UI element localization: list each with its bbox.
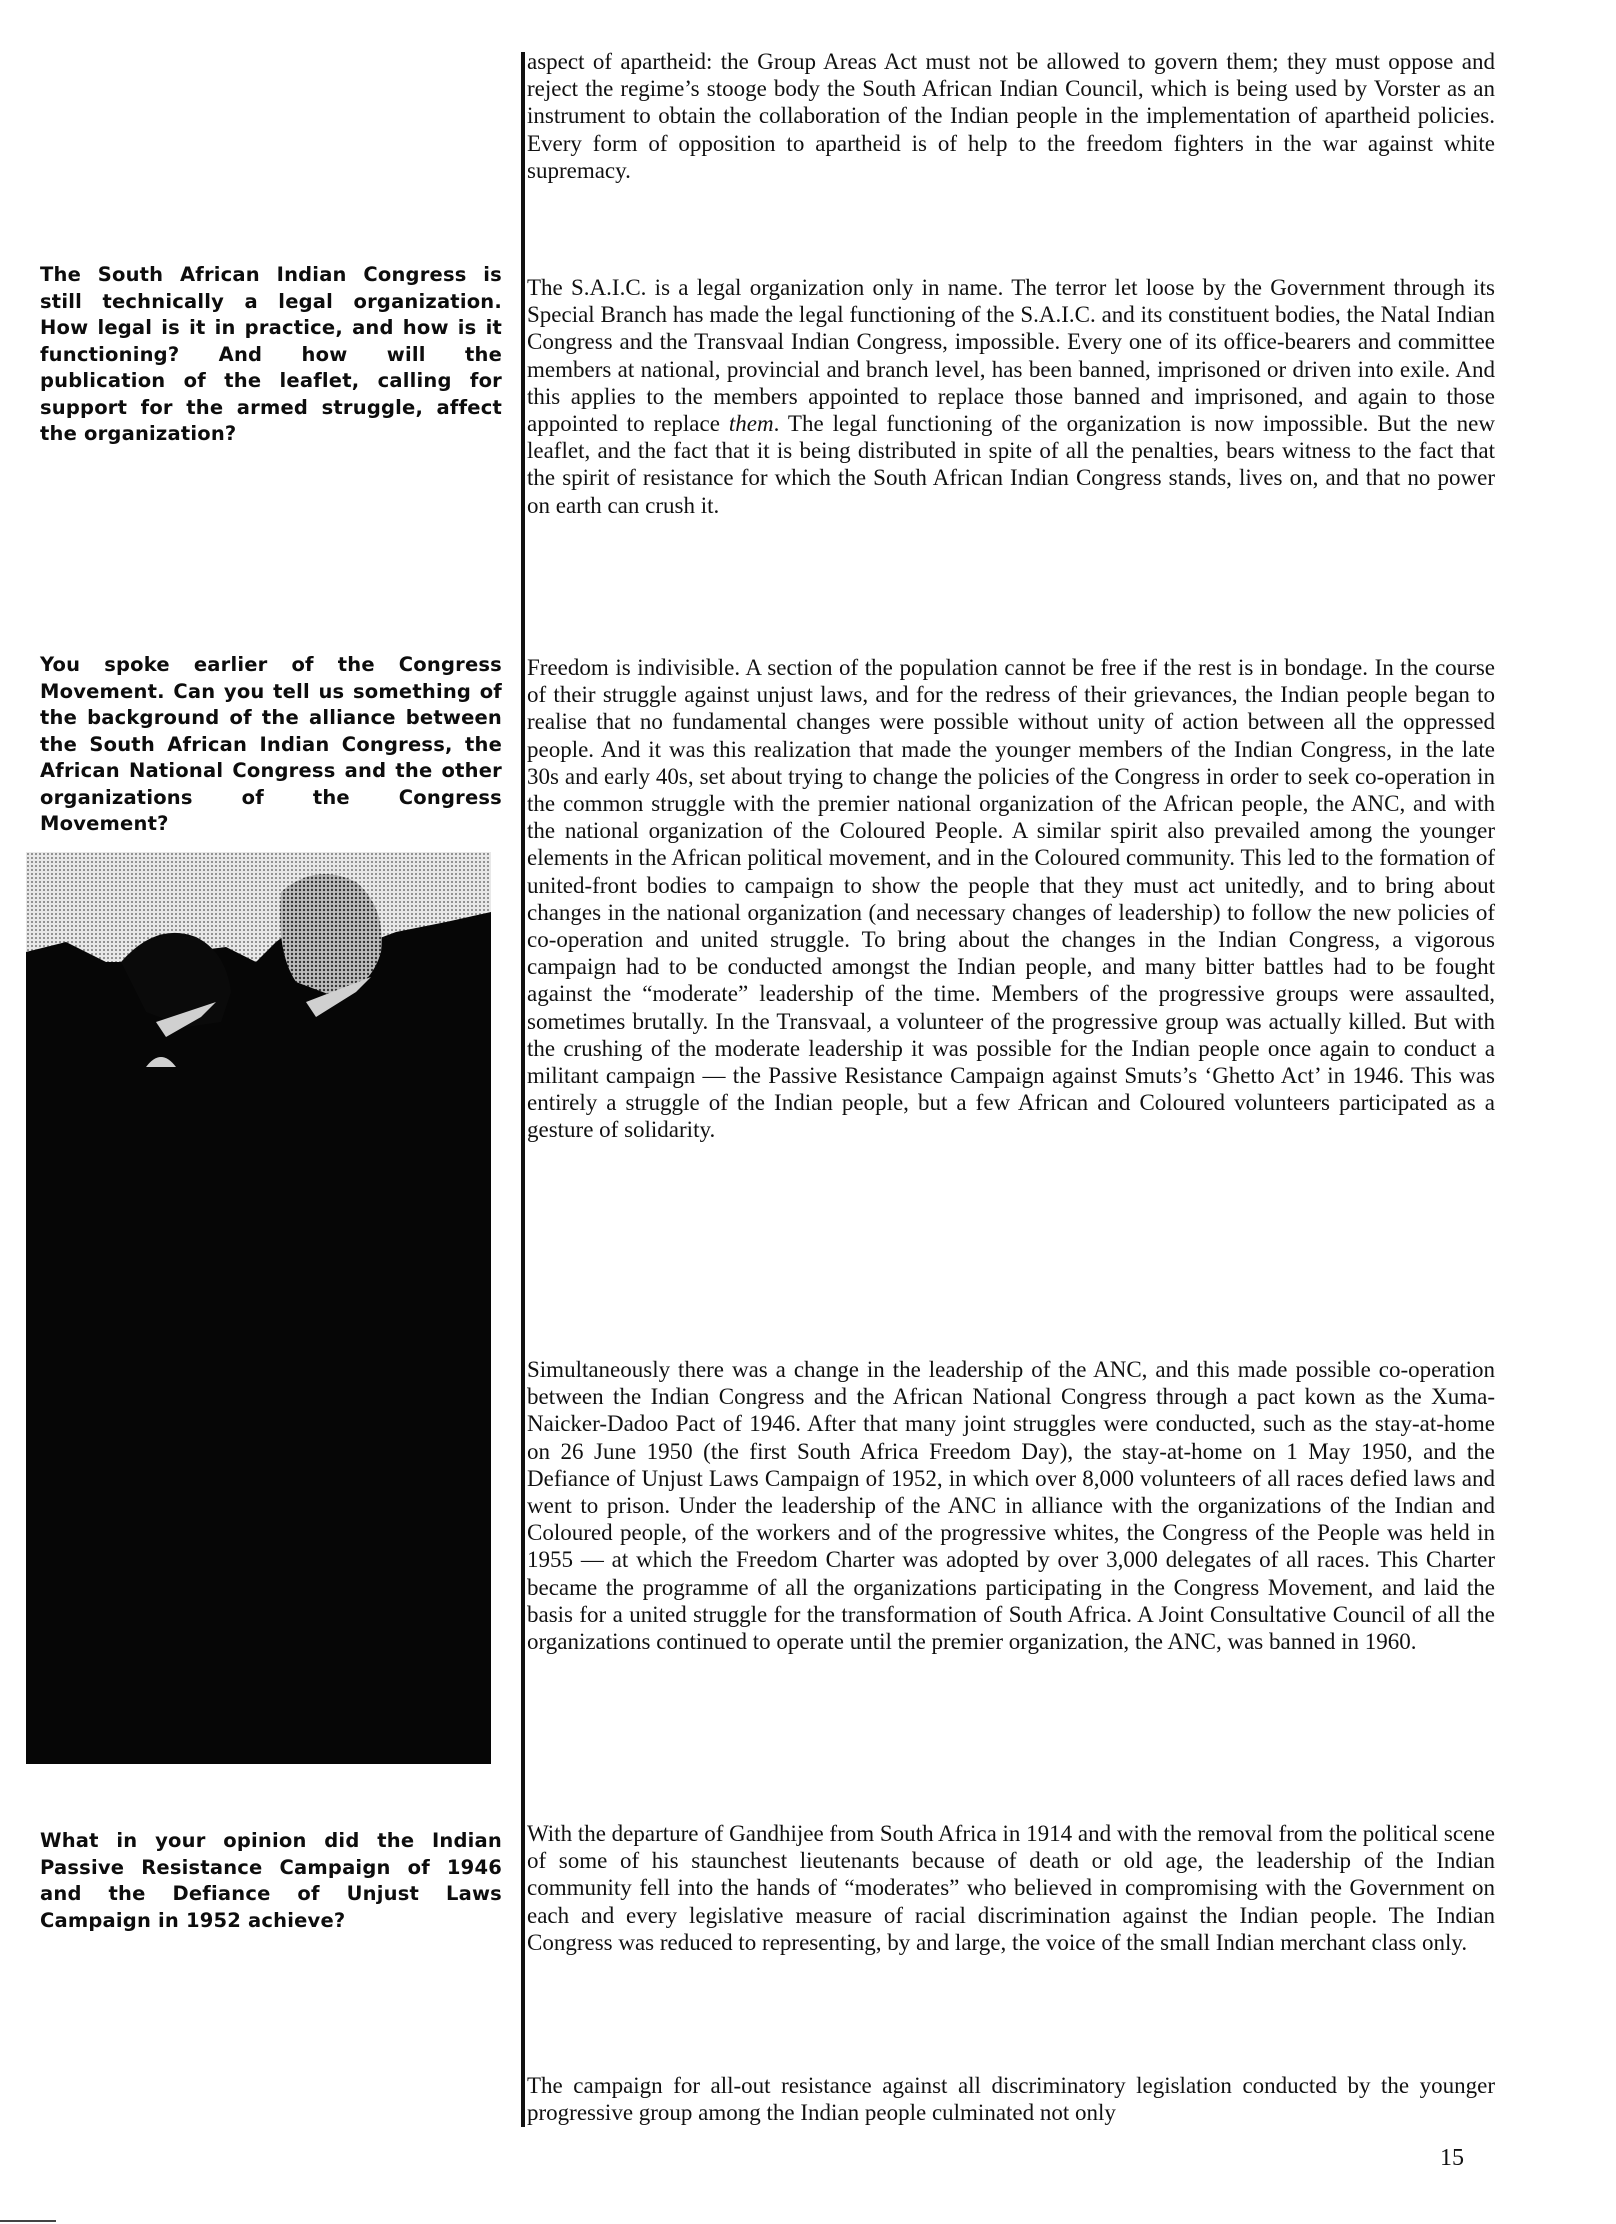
page-number: 15 bbox=[1440, 2145, 1464, 2171]
answer-campaign-achievements-part2 bbox=[527, 2072, 1495, 2126]
column-divider bbox=[521, 52, 525, 2127]
answer-saic-legal-status bbox=[527, 274, 1495, 519]
photo-image bbox=[26, 852, 491, 1764]
answer-campaign-achievements-part1 bbox=[527, 1820, 1495, 1956]
question-congress-alliance: You spoke earlier of the Congress Movement. Can you tell us something of the background of the alliance between the South African Indian Congress, the African National Congress and the other organizations of the Congress Movement? bbox=[40, 653, 502, 835]
photo-two-men bbox=[26, 852, 491, 1764]
emphasis-text: them bbox=[728, 411, 774, 437]
scan-artifact bbox=[0, 2220, 56, 2222]
answer-paragraph: aspect of apartheid: the Group Areas Act must not be allowed to govern them; they must oppose and reject the regime’s stooge body the South African Indian Council, which is being used by Vorster as an instrument to obtain the collaboration of the Indian people in the implementation of apartheid policies. Every form of opposition to apartheid is of help to the freedom fighters in the war against white supremacy. bbox=[527, 49, 1495, 183]
answer-paragraph: Simultaneously there was a change in the leadership of the ANC, and this made possible co-operation between the Indian Congress and the African National Congress through a pact kown as the Xuma-Naicker-Dadoo Pact of 1946. After that many joint struggles were conducted, such as the stay-at-home on 26 June 1950 (the first South Africa Freedom Day), the stay-at-home on 1 May 1950, and the Defiance of Unjust Laws Campaign of 1952, in which over 8,000 volunteers of all races defied laws and went to prison. Under the leadership of the ANC in alliance with the organizations of the Indian and Coloured people, of the workers and of the progressive whites, the Congress of the People was held in 1955 — at which the Freedom Charter was adopted by over 3,000 delegates of all races. This Charter became the programme of all the organizations participating in the Congress Movement, and laid the basis for a united struggle for the transformation of South Africa. A Joint Consultative Council of all the organizations continued to operate until the premier organization, the ANC, was banned in 1960. bbox=[527, 1357, 1495, 1655]
answer-paragraph bbox=[527, 274, 1495, 519]
answer-paragraph: Freedom is indivisible. A section of the population cannot be free if the rest is in bondage. In the course of their struggle against unjust laws, and for the redress of their grievances, the Indian people began to realise that no fundamental changes were possible without unity of action between all the oppressed people. And it was this realization that made the younger members of the Indian Congress, in the late 30s and early 40s, set about trying to change the policies of the Congress in order to seek co-operation in the common struggle with the premier national organization of the African people, the ANC, and with the national organization of the Coloured People. A similar spirit also prevailed among the younger elements in the African political movement, and in the Coloured community. This led to the formation of united-front bodies to campaign to show the people that they must act unitedly, and to bring about changes in the national organization (and necessary changes of leadership) to follow the new policies of co-operation and united struggle. To bring about the changes in the Indian Congress, a vigorous campaign had to be conducted amongst the Indian people, and many bitter battles had to be fought against the “moderate” leadership of the time. Members of the progressive groups were assaulted, sometimes brutally. In the Transvaal, a volunteer of the progressive group was actually killed. But with the crushing of the moderate leadership it was possible for the Indian people once again to conduct a militant campaign — the Passive Resistance Campaign against Smuts’s ‘Ghetto Act’ in 1946. This was entirely a struggle of the Indian people, but a few African and Coloured volunteers participated as a gesture of solidarity. bbox=[527, 655, 1495, 1143]
answer-congress-alliance-part1 bbox=[527, 654, 1495, 1144]
answer-text: The S.A.I.C. is a legal organization only in name. The terror let loose by the Government through its Special Branch has made the legal functioning of the S.A.I.C. and its constituent bodies, the Natal Indian Congress and the Transvaal Indian Congress, impossible. Every one of its office-bearers and committee members at national, provincial and branch level, has been banned, imprisoned or driven into exile. And this applies to the members appointed to replace those banned and imprisoned, and again to those appointed to replace bbox=[527, 275, 1495, 437]
answer-congress-alliance-part2 bbox=[527, 1356, 1495, 1655]
answer-paragraph: The campaign for all-out resistance against all discriminatory legislation conducted by the younger progressive group among the Indian people culminated not only bbox=[527, 2073, 1495, 2126]
question-saic-legal-status: The South African Indian Congress is still technically a legal organization. How legal is it in practice, and how is it functioning? And how will the publication of the leaflet, calling for support for the armed struggle, affect the organization? bbox=[40, 263, 502, 445]
answer-continuation bbox=[527, 48, 1495, 184]
answer-text: . The legal functioning of the organization is now impossible. But the new leaflet, and the fact that it is being distributed in spite of all the penalties, bears witness to the fact that the spirit of resistance for which the South African Indian Congress stands, lives on, and that no power on earth can crush it. bbox=[527, 411, 1495, 518]
answer-paragraph: With the departure of Gandhijee from South Africa in 1914 and with the removal from the political scene of some of his staunchest lieutenants because of death or old age, the leadership of the Indian community fell into the hands of “moderates” who believed in compromising with the Government on each and every legislative measure of racial discrimination against the Indian people. The Indian Congress was reduced to representing, by and large, the voice of the small Indian merchant class only. bbox=[527, 1821, 1495, 1955]
question-campaign-achievements: What in your opinion did the Indian Passive Resistance Campaign of 1946 and the Defiance of Unjust Laws Campaign in 1952 achieve? bbox=[40, 1829, 502, 1932]
